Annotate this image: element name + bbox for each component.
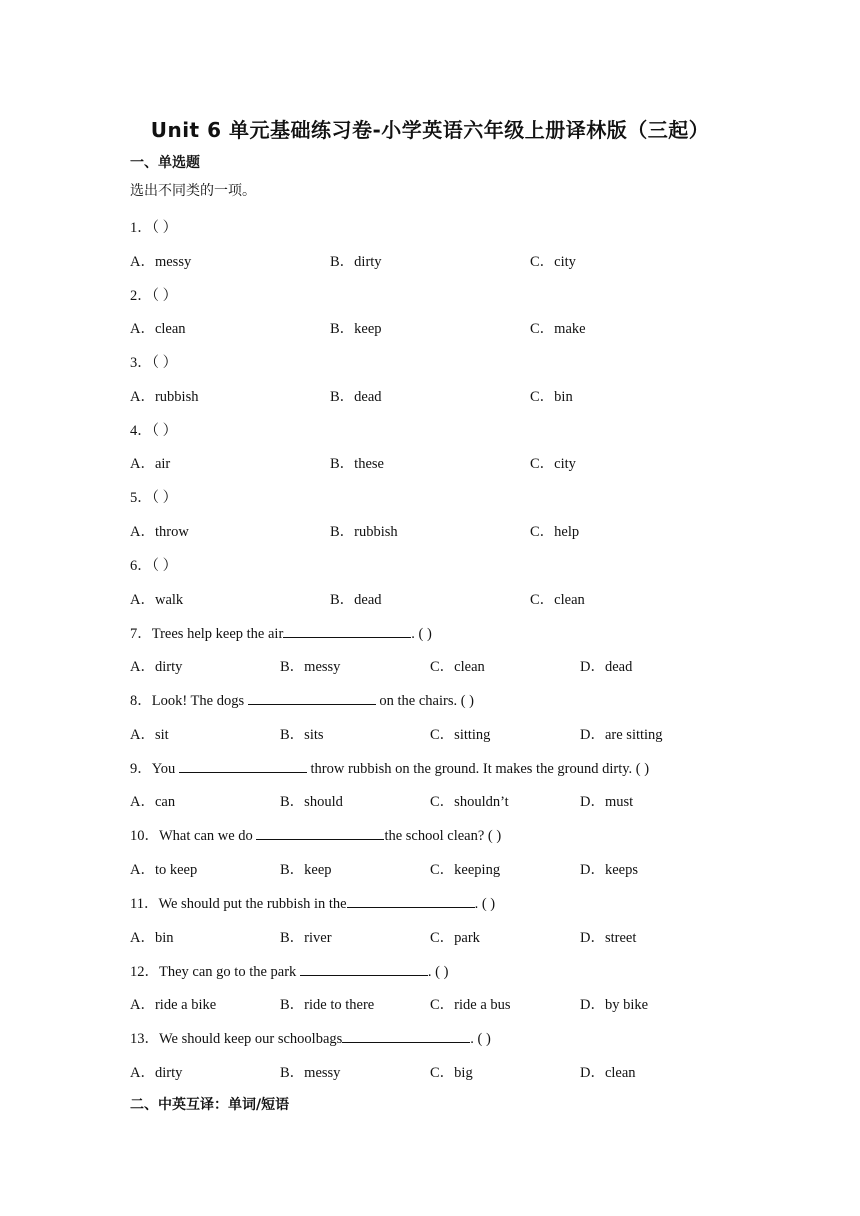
answer-option[interactable]: A．throw — [130, 523, 189, 540]
answer-blank[interactable] — [342, 1028, 470, 1043]
answer-option[interactable]: C．clean — [430, 659, 485, 676]
answer-option[interactable]: B．messy — [280, 659, 341, 676]
answer-blank[interactable] — [347, 893, 475, 908]
question-text: . ( ) — [470, 1031, 491, 1048]
answer-option[interactable]: B．dirty — [330, 253, 382, 270]
answer-option[interactable]: C．help — [530, 523, 580, 540]
answer-option[interactable]: A．rubbish — [130, 388, 199, 405]
answer-option[interactable]: B．these — [330, 456, 384, 473]
section-instruction: 选出不同类的一项。 — [130, 183, 256, 199]
answer-blank[interactable] — [248, 690, 376, 705]
question-text: the school clean? ( ) — [384, 828, 502, 845]
answer-option[interactable]: B．messy — [280, 1064, 341, 1081]
answer-blank[interactable] — [179, 758, 307, 773]
answer-option[interactable]: C．city — [530, 456, 576, 473]
answer-option[interactable]: D．are sitting — [580, 726, 663, 743]
answer-option[interactable]: D．dead — [580, 659, 633, 676]
answer-option[interactable]: C．park — [430, 929, 480, 946]
section-heading-1: 一、单选题 — [130, 155, 200, 171]
answer-blank[interactable] — [283, 623, 411, 638]
question-stem: 4．（ ） — [130, 422, 178, 439]
question-text: on the chairs. ( ) — [375, 693, 474, 710]
answer-option[interactable]: C．clean — [530, 591, 585, 608]
answer-option[interactable]: A．walk — [130, 591, 184, 608]
question-text: 8．Look! The dogs — [130, 693, 248, 710]
answer-option[interactable]: B．keep — [280, 861, 332, 878]
question-text: 11．We should put the rubbish in the — [130, 896, 347, 912]
answer-option[interactable]: A．ride a bike — [130, 997, 217, 1014]
question-text: . ( ) — [411, 625, 432, 642]
question-stem: 6．（ ） — [130, 558, 178, 574]
answer-option[interactable]: A．dirty — [130, 659, 183, 676]
question-stem: 3．（ ） — [130, 355, 178, 372]
answer-blank[interactable] — [300, 961, 428, 976]
answer-option[interactable]: C．make — [530, 321, 586, 338]
answer-option[interactable]: B．river — [280, 929, 332, 946]
question-stem — [130, 622, 432, 643]
answer-option[interactable]: A．dirty — [130, 1064, 183, 1081]
answer-option[interactable]: C．big — [430, 1064, 473, 1081]
answer-option[interactable]: B．dead — [330, 591, 382, 608]
answer-option[interactable]: A．messy — [130, 253, 192, 270]
answer-option[interactable]: C．bin — [530, 388, 573, 405]
answer-option[interactable]: D．street — [580, 929, 637, 946]
answer-option[interactable]: A．can — [130, 794, 176, 811]
answer-option[interactable]: D．must — [580, 794, 634, 811]
answer-option[interactable]: D．keeps — [580, 861, 638, 878]
question-text: 13．We should keep our schoolbags — [130, 1031, 343, 1048]
answer-option[interactable]: A．bin — [130, 929, 174, 946]
question-text: throw rubbish on the ground. It makes the ground dirty. ( ) — [306, 760, 650, 777]
question-stem — [130, 757, 649, 778]
page-title: Unit 6 单元基础练习卷-小学英语六年级上册译林版（三起） — [150, 118, 710, 142]
question-text: 9．You — [130, 760, 179, 777]
question-text: 10．What can we do — [130, 828, 257, 845]
answer-option[interactable]: A．to keep — [130, 861, 198, 878]
question-stem — [130, 1027, 491, 1048]
answer-option[interactable]: C．keeping — [430, 861, 501, 878]
question-stem: 2．（ ） — [130, 287, 178, 304]
answer-option[interactable]: B．should — [280, 794, 343, 811]
answer-option[interactable]: B．rubbish — [330, 523, 398, 540]
answer-option[interactable]: A．air — [130, 456, 171, 473]
answer-option[interactable]: D．by bike — [580, 997, 649, 1014]
question-stem — [130, 960, 448, 981]
question-text: . ( ) — [474, 896, 496, 912]
question-text: 7．Trees help keep the air — [130, 625, 284, 642]
answer-option[interactable]: C．ride a bus — [430, 997, 511, 1014]
answer-option[interactable]: C．sitting — [430, 726, 491, 743]
answer-option[interactable]: A．sit — [130, 726, 169, 743]
question-stem: 5．（ ） — [130, 490, 178, 507]
question-text: . ( ) — [427, 963, 449, 980]
answer-option[interactable]: B．dead — [330, 388, 382, 405]
answer-option[interactable]: C．shouldn’t — [430, 794, 509, 811]
answer-option[interactable]: C．city — [530, 253, 576, 270]
answer-option[interactable]: B．sits — [280, 726, 324, 743]
answer-option[interactable]: D．clean — [580, 1064, 636, 1081]
question-stem — [130, 824, 501, 845]
question-stem: 1．（ ） — [130, 220, 178, 236]
answer-option[interactable]: A．clean — [130, 321, 186, 338]
answer-blank[interactable] — [256, 825, 384, 840]
question-stem — [130, 892, 495, 913]
section-heading-2: 二、中英互译：单词/短语 — [130, 1097, 290, 1113]
question-text: 12．They can go to the park — [130, 963, 300, 980]
answer-option[interactable]: B．keep — [330, 321, 382, 338]
answer-option[interactable]: B．ride to there — [280, 997, 375, 1014]
question-stem — [130, 689, 474, 710]
